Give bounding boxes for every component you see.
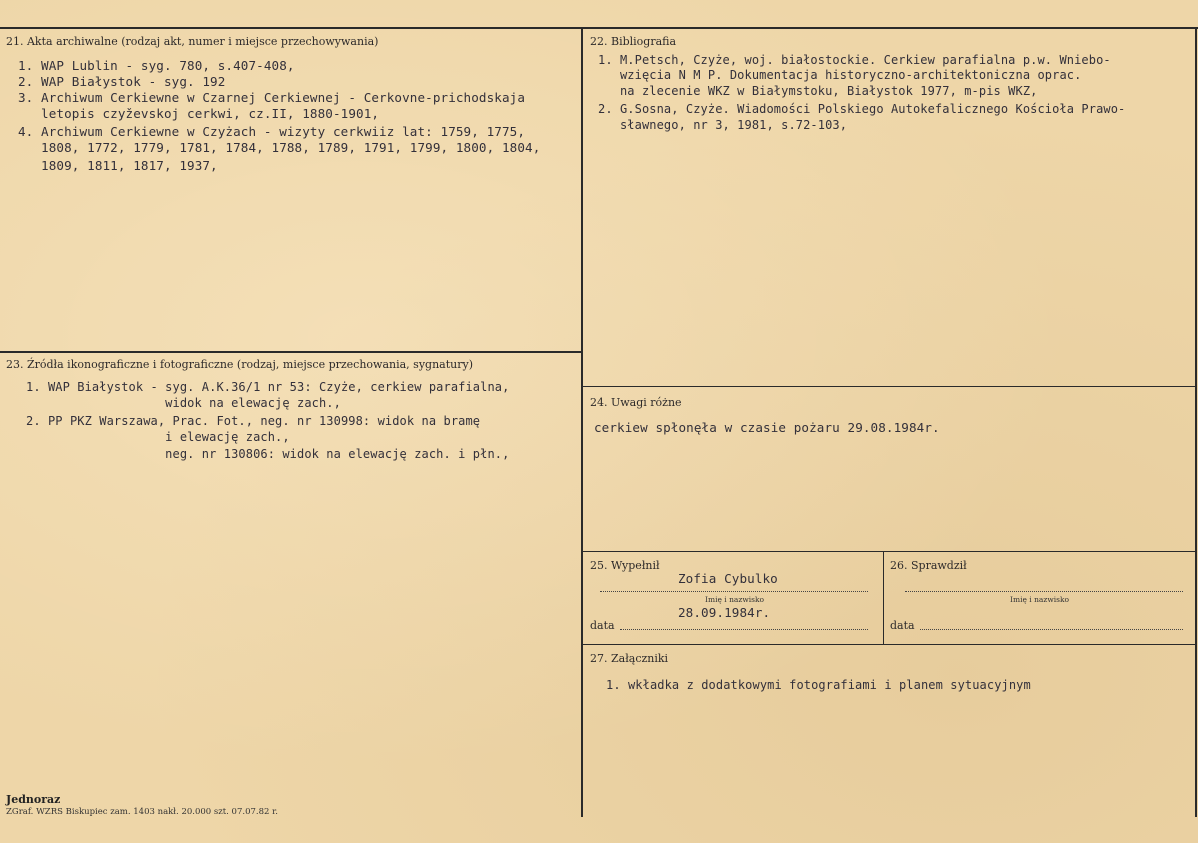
divider-25-27 — [582, 644, 1197, 645]
footer-title: Jednoraz — [6, 793, 61, 806]
section-27-label: 27. Załączniki — [590, 652, 669, 665]
checked-by-name-line — [905, 591, 1183, 592]
section-22-line: sławnego, nr 3, 1981, s.72-103, — [598, 118, 848, 132]
section-21-line: 4. Archiwum Cerkiewne w Czyżach - wizyty cerkwiiz lat: 1759, 1775, — [18, 124, 526, 139]
section-22-line: wzięcia N M P. Dokumentacja historyczno-architektoniczna oprac. — [598, 68, 1082, 82]
filled-by-name-line — [600, 591, 868, 592]
divider-24-25 — [582, 551, 1197, 552]
checked-by-name-caption: Imię i nazwisko — [1010, 595, 1070, 604]
section-23-line: neg. nr 130806: widok na elewację zach. i płn., — [26, 447, 510, 461]
top-border — [0, 27, 1198, 29]
section-21-line: letopis czyževskoj cerkwi, cz.II, 1880-1901, — [18, 106, 380, 121]
divider-22-24 — [582, 386, 1197, 387]
filled-by-date-label: data — [590, 619, 615, 632]
section-23-line: i elewację zach., — [26, 430, 290, 444]
section-21-line: 1809, 1811, 1817, 1937, — [18, 158, 218, 173]
filled-by-date: 28.09.1984r. — [678, 605, 771, 620]
section-25-label: 25. Wypełnił — [590, 559, 660, 572]
section-27-text: 1. wkładka z dodatkowymi fotografiami i planem sytuacyjnym — [606, 678, 1031, 692]
divider-21-23 — [0, 351, 582, 353]
section-23-line: 2. PP PKZ Warszawa, Prac. Fot., neg. nr 130998: widok na bramę — [26, 414, 481, 428]
checked-by-date-line — [920, 629, 1183, 630]
section-21-line: 2. WAP Białystok - syg. 192 — [18, 74, 226, 89]
section-22-line: 1. M.Petsch, Czyże, woj. białostockie. Cerkiew parafialna p.w. Wniebo- — [598, 53, 1111, 67]
section-24-text: cerkiew spłonęła w czasie pożaru 29.08.1984r. — [594, 420, 940, 435]
section-22-label: 22. Bibliografia — [590, 35, 677, 48]
section-23-line: 1. WAP Białystok - syg. A.K.36/1 nr 53: Czyże, cerkiew parafialna, — [26, 380, 510, 394]
center-divider — [581, 27, 583, 817]
footer-print-info: ZGraf. WZRS Biskupiec zam. 1403 nakł. 20.000 szt. 07.07.82 r. — [6, 807, 278, 817]
right-border — [1195, 27, 1197, 817]
section-23-label: 23. Źródła ikonograficzne i fotograficzne (rodzaj, miejsce przechowania, sygnatury) — [6, 358, 473, 371]
filled-by-name: Zofia Cybulko — [678, 571, 778, 586]
section-21-line: 1808, 1772, 1779, 1781, 1784, 1788, 1789, 1791, 1799, 1800, 1804, — [18, 140, 541, 155]
filled-by-name-caption: Imię i nazwisko — [705, 595, 765, 604]
section-26-label: 26. Sprawdził — [890, 559, 967, 572]
section-22-line: na zlecenie WKZ w Białymstoku, Białystok 1977, m-pis WKZ, — [598, 84, 1038, 98]
section-23-line: widok na elewację zach., — [26, 396, 341, 410]
divider-25-26 — [883, 551, 884, 644]
section-21-line: 3. Archiwum Cerkiewne w Czarnej Cerkiewnej - Cerkovne-prichodskaja — [18, 90, 526, 105]
section-21-label: 21. Akta archiwalne (rodzaj akt, numer i miejsce przechowywania) — [6, 35, 379, 48]
section-22-line: 2. G.Sosna, Czyże. Wiadomości Polskiego Autokefalicznego Kościoła Prawo- — [598, 102, 1126, 116]
checked-by-date-label: data — [890, 619, 915, 632]
section-21-line: 1. WAP Lublin - syg. 780, s.407-408, — [18, 58, 295, 73]
section-24-label: 24. Uwagi różne — [590, 396, 682, 409]
filled-by-date-line — [620, 629, 868, 630]
